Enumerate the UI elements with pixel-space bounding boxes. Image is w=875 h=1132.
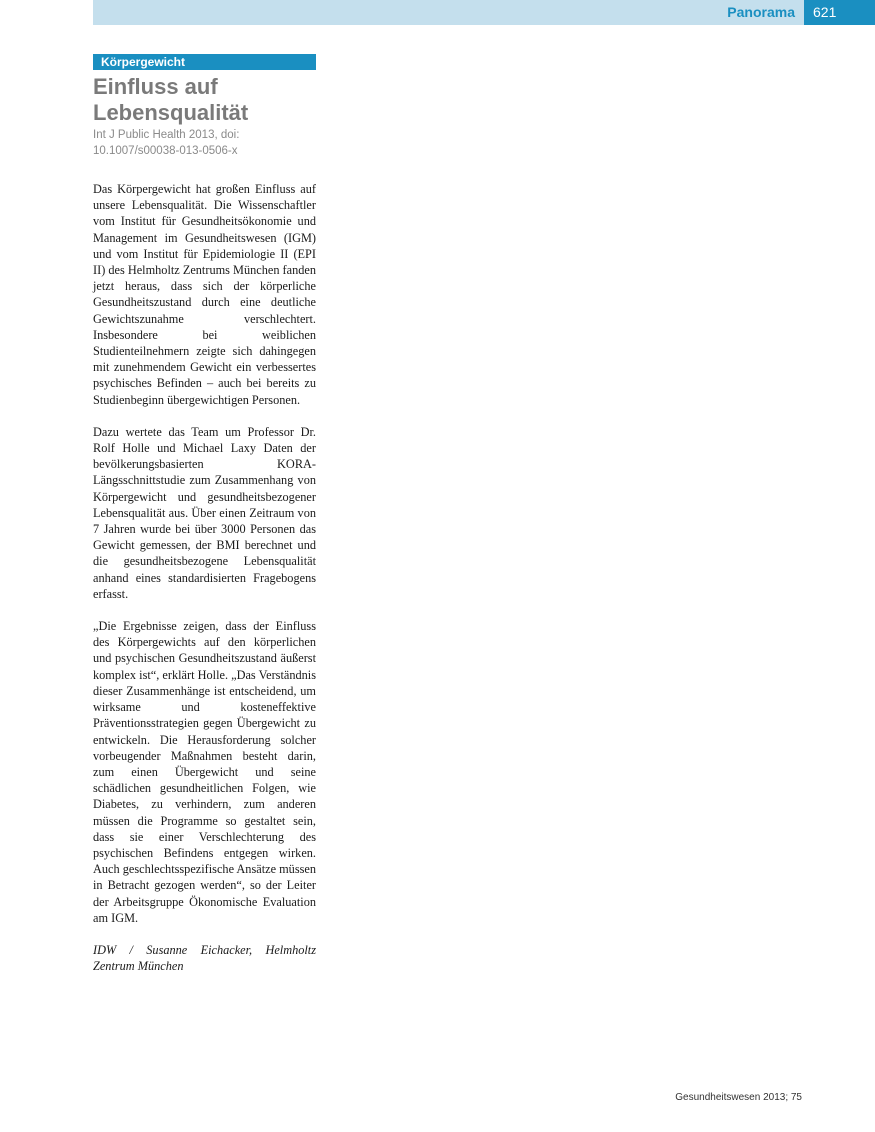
page-number: 621: [804, 0, 875, 25]
body-paragraph-3: „Die Ergebnisse zeigen, dass der Einfluss des Körpergewichts auf den körperlichen und psychischen Gesundheitszustand äußerst komplex ist“, erklärt Holle. „Das Verständnis dieser Zusammenhänge ist entscheidend, um wirksame und kosteneffektive Präventionsstrategien gegen Übergewicht zu entwickeln. Die Herausforderung solcher vorbeugender Maßnahmen besteht darin, zum einen Übergewicht und seine schädlichen gesundheitlichen Folgen, wie Diabetes, zu verhindern, zum anderen müssen die Programme so gestaltet sein, dass sie einer Verschlechterung des psychischen Befindens entgegen wirken. Auch geschlechtsspezifische Ansätze müssen in Betracht gezogen werden“, so der Leiter der Arbeitsgruppe Ökonomische Evaluation am IGM.: [93, 619, 316, 925]
article-column: [93, 54, 316, 990]
body-paragraph-1: Das Körpergewicht hat großen Einfluss auf unsere Lebensqualität. Die Wissenschaftler vom Institut für Gesundheitsökonomie und Management im Gesundheitswesen (IGM) und vom Institut für Epidemiologie II (EPI II) des Helmholtz Zentrums München fanden jetzt heraus, dass sich der körperliche Gesundheitszustand durch eine deutliche Gewichtszunahme verschlechtert. Insbesondere bei weiblichen Studienteilnehmern zeigte sich dahingegen mit zunehmendem Gewicht ein verbessertes psychisches Befinden – auch bei bereits zu Studienbeginn übergewichtigen Personen.: [93, 182, 316, 407]
section-label: Panorama: [727, 4, 795, 20]
category-tag: Körpergewicht: [93, 54, 316, 70]
article-citation: Int J Public Health 2013, doi: 10.1007/s00038-013-0506-x: [93, 129, 240, 157]
body-paragraph-2: Dazu wertete das Team um Professor Dr. Rolf Holle und Michael Laxy Daten der bevölkerungsbasierten KORA-Längsschnittstudie zum Zusammenhang von Körpergewicht und gesundheitsbezogener Lebensqualität aus. Über einen Zeitraum von 7 Jahren wurde bei über 3000 Personen das Gewicht gemessen, der BMI berechnet und die gesundheitsbezogene Lebensqualität anhand eines standardisierten Fragebogens erfasst.: [93, 424, 316, 601]
article-headline: Einfluss auf Lebensqualität: [93, 74, 249, 125]
header-bar: [93, 0, 804, 25]
article-byline: IDW / Susanne Eichacker, Helmholtz Zentrum München: [93, 942, 316, 974]
article-body: [93, 181, 316, 974]
page-footer: Gesundheitswesen 2013; 75: [675, 1092, 802, 1103]
